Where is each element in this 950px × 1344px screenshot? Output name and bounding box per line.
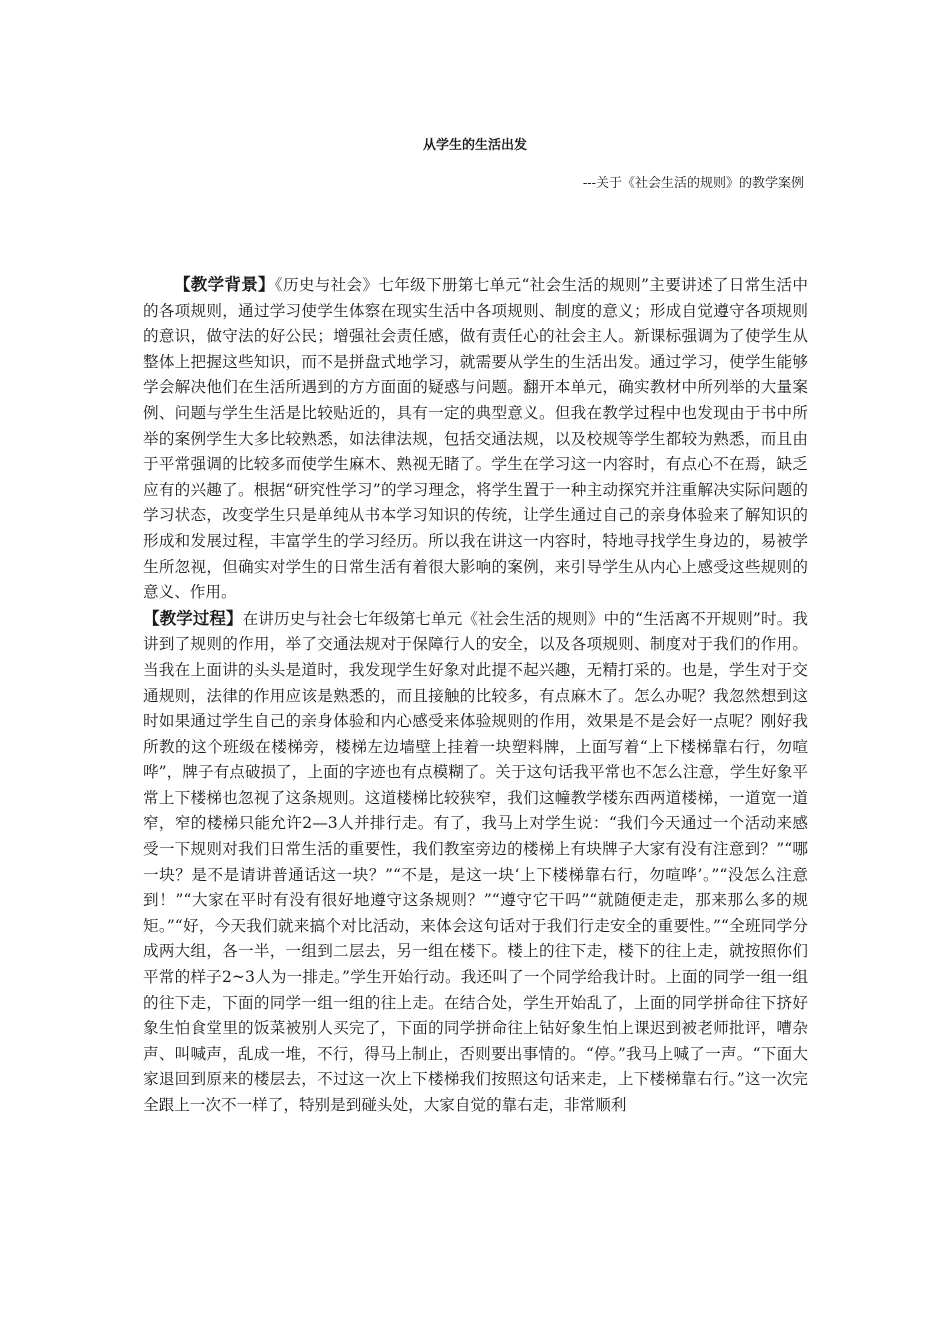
section-label-process: 【教学过程】	[143, 608, 243, 628]
document-body	[143, 272, 808, 1119]
document-title: 从学生的生活出发	[422, 138, 527, 153]
section-text-background: 《历史与社会》七年级下册第七单元“社会生活的规则”主要讲述了日常生活中的各项规则，通过学习使学生体察在现实生活中各项规则、制度的意义；形成自觉遵守各项规则的意识，做守法的好公民；增强社会责任感，做有责任心的社会主人。新课标强调为了使学生从整体上把握这些知识，而不是拼盘式地学习，就需要从学生的生活出发。通过学习，使学生能够学会解决他们在生活所遇到的方方面面的疑惑与问题。翻开本单元，确实教材中所列举的大量案例、问题与学生生活是比较贴近的，具有一定的典型意义。但我在教学过程中也发现由于书中所举的案例学生大多比较熟悉，如法律法规，包括交通法规，以及校规等学生都较为熟悉，而且由于平常强调的比较多而使学生麻木、熟视无睹了。学生在学习这一内容时，有点心不在焉，缺乏应有的兴趣了。根据“研究性学习”的学习理念，将学生置于一种主动探究并注重解决实际问题的学习状态，改变学生只是单纯从书本学习知识的传统，让学生通过自己的亲身体验来了解知识的形成和发展过程，丰富学生的学习经历。所以我在讲这一内容时，特地寻找学生身边的，易被学生所忽视，但确实对学生的日常生活有着很大影响的案例，来引导学生从内心上感受这些规则的意义、作用。	[143, 276, 808, 602]
document-subtitle: ---关于《社会生活的规则》的教学案例	[582, 176, 804, 191]
section-label-background: 【教学背景】	[174, 275, 275, 294]
paragraph-background	[143, 272, 808, 606]
section-text-process: 在讲历史与社会七年级第七单元《社会生活的规则》中的“生活离不开规则”时。我讲到了规则的作用，举了交通法规对于保障行人的安全，以及各项规则、制度对于我们的作用。当我在上面讲的头头是道时，我发现学生好象对此提不起兴趣，无精打采的。也是，学生对于交通规则，法律的作用应该是熟悉的，而且接触的比较多，有点麻木了。怎么办呢？我忽然想到这时如果通过学生自己的亲身体验和内心感受来体验规则的作用，效果是不是会好一点呢？刚好我所教的这个班级在楼梯旁，楼梯左边墙壁上挂着一块塑料牌，上面写着“上下楼梯靠右行，勿喧哗”，牌子有点破损了，上面的字迹也有点模糊了。关于这句话我平常也不怎么注意，学生好象平常上下楼梯也忽视了这条规则。这道楼梯比较狭窄，我们这幢教学楼东西两道楼梯，一道宽一道窄，窄的楼梯只能允许2—3人并排行走。有了，我马上对学生说：“我们今天通过一个活动来感受一下规则对我们日常生活的重要性，我们教室旁边的楼梯上有块牌子大家有没有注意到？”“哪一块？是不是请讲普通话这一块？”“不是，是这一块‘上下楼梯靠右行，勿喧哗’。”“没怎么注意到！”“大家在平时有没有很好地遵守这条规则？”“遵守它干吗”“就随便走走，那来那么多的规矩。”“好，今天我们就来搞个对比活动，来体会这句话对于我们行走安全的重要性。”“全班同学分成两大组，各一半，一组到二层去，另一组在楼下。楼上的往下走，楼下的往上走，就按照你们平常的样子2~3人为一排走。”学生开始行动。我还叫了一个同学给我计时。上面的同学一组一组的往下走，下面的同学一组一组的往上走。在结合处，学生开始乱了，上面的同学拼命往下挤好象生怕食堂里的饭菜被别人买完了，下面的同学拼命往上钻好象生怕上课迟到被老师批评，嘈杂声、叫喊声，乱成一堆，不行，得马上制止，否则要出事情的。“停。”我马上喊了一声。“下面大家退回到原来的楼层去，不过这一次上下楼梯我们按照这句话来走，上下楼梯靠右行。”这一次完全跟上一次不一样了，特别是到碰头处，大家自觉的靠右走，非常顺利	[143, 609, 808, 1114]
paragraph-process	[143, 606, 808, 1119]
